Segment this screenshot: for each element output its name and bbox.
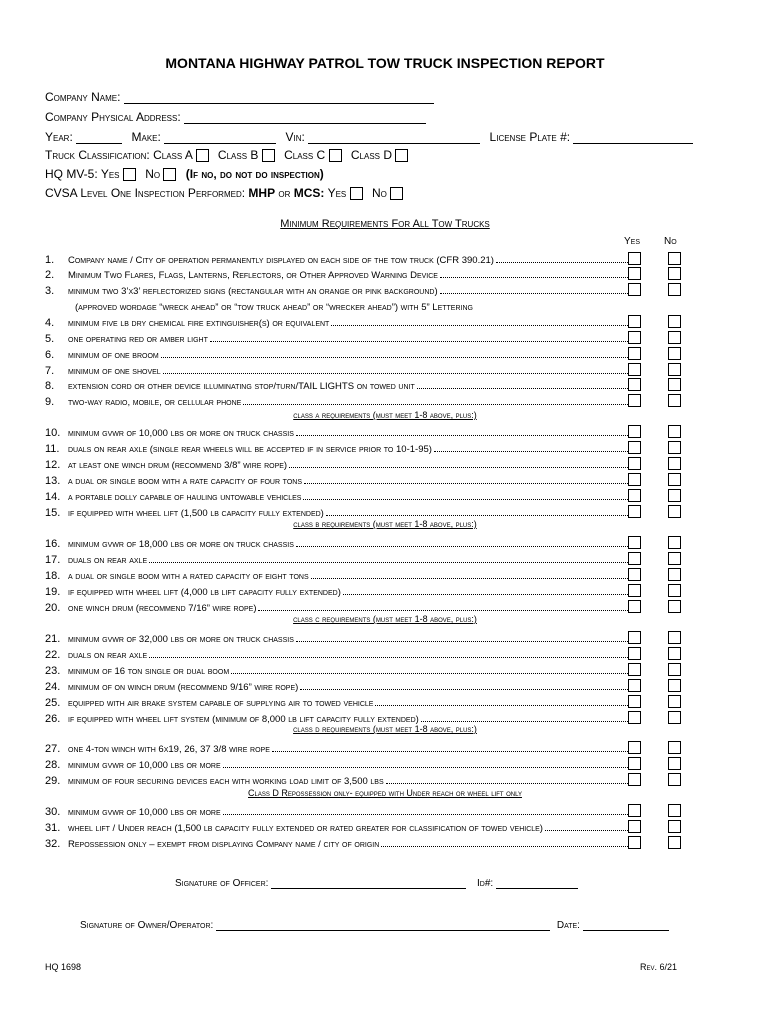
- leader-dots: [421, 721, 628, 722]
- company-address-label: Company Physical Address:: [45, 110, 181, 124]
- requirement-yes-checkbox[interactable]: [628, 425, 641, 438]
- requirement-text: duals on rear axle: [68, 555, 148, 566]
- requirement-no-checkbox[interactable]: [668, 505, 681, 518]
- requirement-row: [45, 535, 630, 550]
- class-a-checkbox[interactable]: [196, 149, 209, 162]
- requirement-no-checkbox[interactable]: [668, 773, 681, 786]
- class-b-label: Class B: [217, 148, 259, 162]
- requirement-row: [45, 251, 630, 266]
- requirement-yes-checkbox[interactable]: [628, 252, 641, 265]
- requirement-yes-checkbox[interactable]: [628, 584, 641, 597]
- requirement-row: [45, 266, 630, 281]
- owner-signature-label: Signature of Owner/Operator:: [80, 920, 214, 931]
- requirement-yes-checkbox[interactable]: [628, 836, 641, 849]
- requirement-yes-checkbox[interactable]: [628, 631, 641, 644]
- requirement-number: 3.: [45, 285, 55, 297]
- requirement-row: [45, 330, 630, 345]
- requirement-yes-checkbox[interactable]: [628, 347, 641, 360]
- class-d-label: Class D: [350, 148, 393, 162]
- requirement-yes-checkbox[interactable]: [628, 536, 641, 549]
- leader-dots: [417, 388, 628, 389]
- col-yes-header: Yes: [624, 236, 641, 247]
- requirement-text: extension cord or other device illuminating stop/turn/TAIL LIGHTS on towed unit: [68, 381, 415, 392]
- leader-dots: [210, 341, 628, 342]
- requirement-yes-checkbox[interactable]: [628, 773, 641, 786]
- requirement-row: [45, 819, 630, 834]
- requirement-no-checkbox[interactable]: [668, 741, 681, 754]
- leader-dots: [375, 705, 628, 706]
- requirement-no-checkbox[interactable]: [668, 441, 681, 454]
- class-a-header: class a requirements (must meet 1-8 above, plus:): [293, 410, 477, 420]
- requirement-yes-checkbox[interactable]: [628, 741, 641, 754]
- leader-dots: [496, 262, 628, 263]
- cvsa-no-checkbox[interactable]: [390, 187, 403, 200]
- requirement-yes-checkbox[interactable]: [628, 505, 641, 518]
- license-plate-field[interactable]: [573, 131, 693, 144]
- class-c-header: class c requirements (must meet 1-8 above, plus:): [293, 614, 477, 624]
- company-address-row: [45, 110, 426, 124]
- requirement-text: Company name / City of operation permanently displayed on each side of the tow truck (CFR 390.21): [68, 255, 494, 266]
- requirement-number: 5.: [45, 333, 55, 345]
- hq-note: (If no, do not do inspection): [185, 167, 324, 181]
- requirement-row: [45, 756, 630, 771]
- requirement-row: [45, 298, 630, 313]
- requirement-row: [45, 377, 630, 392]
- requirement-number: 15.: [45, 507, 61, 519]
- leader-dots: [231, 673, 628, 674]
- requirement-no-checkbox[interactable]: [668, 757, 681, 770]
- requirement-row: [45, 314, 630, 329]
- requirement-no-checkbox[interactable]: [668, 695, 681, 708]
- requirement-yes-checkbox[interactable]: [628, 820, 641, 833]
- requirement-number: 25.: [45, 697, 61, 709]
- leader-dots: [343, 594, 628, 595]
- leader-dots: [161, 357, 628, 358]
- requirement-text: a portable dolly capable of hauling untowable vehicles: [68, 492, 302, 503]
- requirement-row: [45, 646, 630, 661]
- requirement-number: 14.: [45, 491, 61, 503]
- requirement-row: [45, 346, 630, 361]
- requirement-no-checkbox[interactable]: [668, 252, 681, 265]
- class-c-checkbox[interactable]: [329, 149, 342, 162]
- requirement-number: 4.: [45, 317, 55, 329]
- requirement-no-checkbox[interactable]: [668, 267, 681, 280]
- requirement-no-checkbox[interactable]: [668, 568, 681, 581]
- vin-label: Vin:: [285, 130, 305, 144]
- owner-signature-row: [80, 918, 669, 931]
- company-name-field[interactable]: [124, 91, 434, 104]
- requirement-text: wheel lift / Under reach (1,500 lb capacity fully extended or rated greater for classification of towed vehicle): [68, 823, 543, 834]
- requirement-no-checkbox[interactable]: [668, 394, 681, 407]
- requirement-row: [45, 678, 630, 693]
- requirement-no-checkbox[interactable]: [668, 425, 681, 438]
- company-address-field[interactable]: [184, 111, 426, 124]
- form-number: HQ 1698: [45, 962, 82, 972]
- requirement-text: one winch drum (recommend 7/16” wire rope): [68, 603, 257, 614]
- class-dr-header: Class D Repossession only- equipped with Under reach or wheel lift only: [248, 788, 522, 798]
- leader-dots: [272, 751, 628, 752]
- requirement-text: minimum of on winch drum (recommend 9/16” wire rope): [68, 682, 299, 693]
- leader-dots: [440, 293, 628, 294]
- requirement-text: minimum of four securing devices each with working load limit of 3,500 lbs: [68, 776, 384, 787]
- requirement-number: 31.: [45, 822, 61, 834]
- requirement-row: [45, 472, 630, 487]
- requirement-yes-checkbox[interactable]: [628, 663, 641, 676]
- section-title: Minimum Requirements For All Tow Trucks: [280, 218, 490, 230]
- requirement-row: [45, 504, 630, 519]
- requirement-no-checkbox[interactable]: [668, 363, 681, 376]
- requirement-text: if equipped with wheel lift (1,500 lb capacity fully extended): [68, 508, 324, 519]
- requirement-number: 1.: [45, 254, 55, 266]
- requirement-yes-checkbox[interactable]: [628, 315, 641, 328]
- requirement-no-checkbox[interactable]: [668, 283, 681, 296]
- requirement-number: 32.: [45, 838, 61, 850]
- requirement-yes-checkbox[interactable]: [628, 441, 641, 454]
- requirement-text: minimum of 16 ton single or dual boom: [68, 666, 230, 677]
- requirement-no-checkbox[interactable]: [668, 315, 681, 328]
- requirement-yes-checkbox[interactable]: [628, 283, 641, 296]
- requirement-number: 10.: [45, 427, 61, 439]
- officer-signature-label: Signature of Officer:: [175, 878, 269, 889]
- requirement-number: 23.: [45, 665, 61, 677]
- requirement-number: 2.: [45, 269, 55, 281]
- requirement-row: [45, 424, 630, 439]
- leader-dots: [149, 562, 628, 563]
- requirement-number: 16.: [45, 538, 61, 550]
- make-field[interactable]: [164, 131, 276, 144]
- requirement-row: [45, 551, 630, 566]
- leader-dots: [243, 404, 628, 405]
- requirement-yes-checkbox[interactable]: [628, 695, 641, 708]
- requirement-number: 18.: [45, 570, 61, 582]
- hq-no-label: No: [145, 167, 161, 181]
- requirement-text: Repossession only – exempt from displaying Company name / city of origin: [68, 839, 380, 850]
- leader-dots: [440, 277, 628, 278]
- company-name-row: [45, 90, 434, 104]
- requirement-yes-checkbox[interactable]: [628, 647, 641, 660]
- leader-dots: [434, 451, 628, 452]
- requirement-yes-checkbox[interactable]: [628, 600, 641, 613]
- hq-label: HQ MV-5:: [45, 167, 98, 181]
- cvsa-yes-label: Yes: [327, 186, 347, 200]
- requirement-row: [45, 599, 630, 614]
- leader-dots: [223, 814, 628, 815]
- cvsa-no-label: No: [371, 186, 387, 200]
- requirement-row: [45, 488, 630, 503]
- requirement-yes-checkbox[interactable]: [628, 363, 641, 376]
- requirement-row: [45, 456, 630, 471]
- leader-dots: [304, 483, 628, 484]
- requirement-text: minimum two 3’x3’ reflectorized signs (rectangular with an orange or pink background): [68, 286, 438, 297]
- requirement-text: one 4-ton winch with 6x19, 26, 37 3/8 wire rope: [68, 744, 270, 755]
- requirement-no-checkbox[interactable]: [668, 600, 681, 613]
- requirement-number: 24.: [45, 681, 61, 693]
- cvsa-yes-checkbox[interactable]: [350, 187, 363, 200]
- requirement-text: Minimum Two Flares, Flags, Lanterns, Reflectors, or Other Approved Warning Device: [68, 270, 438, 281]
- leader-dots: [296, 546, 628, 547]
- cvsa-or: or: [278, 186, 291, 200]
- leader-dots: [163, 373, 628, 374]
- requirement-yes-checkbox[interactable]: [628, 473, 641, 486]
- hq-yes-checkbox[interactable]: [123, 168, 136, 181]
- requirement-yes-checkbox[interactable]: [628, 489, 641, 502]
- requirement-number: 26.: [45, 713, 61, 725]
- col-no-header: No: [664, 236, 677, 247]
- year-field[interactable]: [76, 131, 122, 144]
- cvsa-mcs: MCS:: [293, 186, 325, 200]
- requirement-row: [45, 362, 630, 377]
- requirement-row: [45, 583, 630, 598]
- truck-class-label: Truck Classification:: [45, 148, 150, 162]
- requirement-yes-checkbox[interactable]: [628, 568, 641, 581]
- leader-dots: [300, 689, 628, 690]
- requirement-row: [45, 393, 630, 408]
- requirement-yes-checkbox[interactable]: [628, 378, 641, 391]
- requirement-no-checkbox[interactable]: [668, 331, 681, 344]
- leader-dots: [296, 641, 628, 642]
- license-plate-label: License Plate #:: [489, 130, 571, 144]
- cvsa-label: CVSA Level One Inspection Performed:: [45, 186, 246, 200]
- year-label: Year:: [45, 130, 73, 144]
- requirement-number: 17.: [45, 554, 61, 566]
- leader-dots: [311, 578, 628, 579]
- requirement-number: 21.: [45, 633, 61, 645]
- requirement-text: one operating red or amber light: [68, 334, 208, 345]
- leader-dots: [386, 783, 628, 784]
- requirement-no-checkbox[interactable]: [668, 552, 681, 565]
- requirement-no-checkbox[interactable]: [668, 457, 681, 470]
- requirement-text: two-way radio, mobile, or cellular phone: [68, 397, 242, 408]
- leader-dots: [331, 325, 628, 326]
- requirement-text: duals on rear axle (single rear wheels will be accepted if in service prior to 10-1-95): [68, 444, 432, 455]
- id-field[interactable]: [496, 876, 578, 889]
- requirement-row: [45, 772, 630, 787]
- requirement-text: duals on rear axle: [68, 650, 148, 661]
- cvsa-mhp: MHP: [248, 186, 276, 200]
- requirement-no-checkbox[interactable]: [668, 711, 681, 724]
- leader-dots: [223, 767, 628, 768]
- requirement-row: [45, 835, 630, 850]
- requirement-text: if equipped with wheel lift (4,000 lb lift capacity fully extended): [68, 587, 341, 598]
- leader-dots: [545, 830, 628, 831]
- officer-signature-field[interactable]: [271, 876, 466, 889]
- requirement-text: minimum gvwr of 32,000 lbs or more on truck chassis: [68, 634, 294, 645]
- make-label: Make:: [131, 130, 161, 144]
- leader-dots: [296, 435, 628, 436]
- requirement-text: minimum of one shovel: [68, 366, 161, 377]
- requirement-no-checkbox[interactable]: [668, 836, 681, 849]
- requirement-text: if equipped with wheel lift system (minimum of 8,000 lb lift capacity fully extended): [68, 714, 419, 725]
- requirement-text: minimum gvwr of 10,000 lbs or more: [68, 760, 221, 771]
- requirement-number: 30.: [45, 806, 61, 818]
- requirement-yes-checkbox[interactable]: [628, 757, 641, 770]
- requirement-yes-checkbox[interactable]: [628, 679, 641, 692]
- requirement-row: [45, 630, 630, 645]
- requirement-text: minimum of one broom: [68, 350, 159, 361]
- requirement-number: 8.: [45, 380, 55, 392]
- requirement-row: [45, 710, 630, 725]
- owner-signature-field[interactable]: [216, 918, 550, 931]
- hq-no-checkbox[interactable]: [163, 168, 176, 181]
- leader-dots: [326, 515, 628, 516]
- date-field[interactable]: [583, 918, 669, 931]
- requirement-number: 28.: [45, 759, 61, 771]
- requirement-number: 19.: [45, 586, 61, 598]
- id-label: Id#:: [477, 878, 494, 889]
- requirement-yes-checkbox[interactable]: [628, 552, 641, 565]
- requirement-yes-checkbox[interactable]: [628, 267, 641, 280]
- requirement-row: [45, 740, 630, 755]
- class-d-header: class d requirements (must meet 1-8 above, plus:): [293, 724, 477, 734]
- requirement-number: 7.: [45, 365, 55, 377]
- requirement-no-checkbox[interactable]: [668, 378, 681, 391]
- requirement-number: 22.: [45, 649, 61, 661]
- requirement-yes-checkbox[interactable]: [628, 331, 641, 344]
- requirement-row: [45, 282, 630, 297]
- cvsa-row: [45, 186, 403, 200]
- date-label: Date:: [556, 920, 580, 931]
- officer-signature-row: [175, 876, 578, 889]
- vin-field[interactable]: [308, 131, 480, 144]
- requirement-number: 6.: [45, 349, 55, 361]
- requirement-text: a dual or single boom with a rate capacity of four tons: [68, 476, 302, 487]
- requirement-text: equipped with air brake system capable of supplying air to towed vehicle: [68, 698, 374, 709]
- requirement-yes-checkbox[interactable]: [628, 394, 641, 407]
- leader-dots: [381, 846, 628, 847]
- requirement-number: 11.: [45, 443, 60, 455]
- requirement-number: 9.: [45, 396, 55, 408]
- requirement-number: 20.: [45, 602, 61, 614]
- requirement-number: 12.: [45, 459, 61, 471]
- requirement-row: [45, 803, 630, 818]
- requirement-yes-checkbox[interactable]: [628, 711, 641, 724]
- requirement-no-checkbox[interactable]: [668, 647, 681, 660]
- requirement-text: minimum gvwr of 18,000 lbs or more on truck chassis: [68, 539, 294, 550]
- requirement-number: 29.: [45, 775, 61, 787]
- requirement-no-checkbox[interactable]: [668, 536, 681, 549]
- leader-dots: [303, 499, 628, 500]
- hq-mv5-row: [45, 167, 324, 181]
- leader-dots: [149, 657, 628, 658]
- requirement-row: [45, 662, 630, 677]
- requirement-text: a dual or single boom with a rated capacity of eight tons: [68, 571, 309, 582]
- requirement-no-checkbox[interactable]: [668, 663, 681, 676]
- requirement-text: minimum gvwr of 10,000 lbs or more on truck chassis: [68, 428, 294, 439]
- class-a-label: Class A: [153, 148, 193, 162]
- class-b-header: class b requirements (must meet 1-8 above, plus:): [293, 519, 477, 529]
- requirement-number: 13.: [45, 475, 61, 487]
- class-c-label: Class C: [284, 148, 326, 162]
- requirement-text: minimum gvwr of 10,000 lbs or more: [68, 807, 221, 818]
- requirement-no-checkbox[interactable]: [668, 804, 681, 817]
- requirement-row: [45, 694, 630, 709]
- leader-dots: [258, 610, 628, 611]
- requirement-no-checkbox[interactable]: [668, 489, 681, 502]
- page-title: MONTANA HIGHWAY PATROL TOW TRUCK INSPECTION REPORT: [165, 55, 605, 71]
- truck-class-row: [45, 148, 408, 162]
- requirement-no-checkbox[interactable]: [668, 584, 681, 597]
- requirement-number: 27.: [45, 743, 61, 755]
- vehicle-row: [45, 130, 693, 144]
- requirement-text: at least one winch drum (recommend 3/8” wire rope): [68, 460, 288, 471]
- requirement-no-checkbox[interactable]: [668, 473, 681, 486]
- requirement-row: [45, 440, 630, 455]
- company-name-label: Company Name:: [45, 90, 121, 104]
- requirement-text: (approved wordage “wreck ahead” or “tow truck ahead” or “wrecker ahead”) with 5” Lettering: [75, 302, 473, 313]
- leader-dots: [289, 467, 628, 468]
- requirement-no-checkbox[interactable]: [668, 679, 681, 692]
- class-b-checkbox[interactable]: [262, 149, 275, 162]
- revision: Rev. 6/21: [640, 962, 678, 972]
- requirement-row: [45, 567, 630, 582]
- requirement-no-checkbox[interactable]: [668, 347, 681, 360]
- hq-yes-label: Yes: [100, 167, 120, 181]
- requirement-text: minimum five lb dry chemical fire extinguisher(s) or equivalent: [68, 318, 330, 329]
- class-d-checkbox[interactable]: [395, 149, 408, 162]
- requirement-yes-checkbox[interactable]: [628, 457, 641, 470]
- requirement-no-checkbox[interactable]: [668, 820, 681, 833]
- requirement-no-checkbox[interactable]: [668, 631, 681, 644]
- requirement-yes-checkbox[interactable]: [628, 804, 641, 817]
